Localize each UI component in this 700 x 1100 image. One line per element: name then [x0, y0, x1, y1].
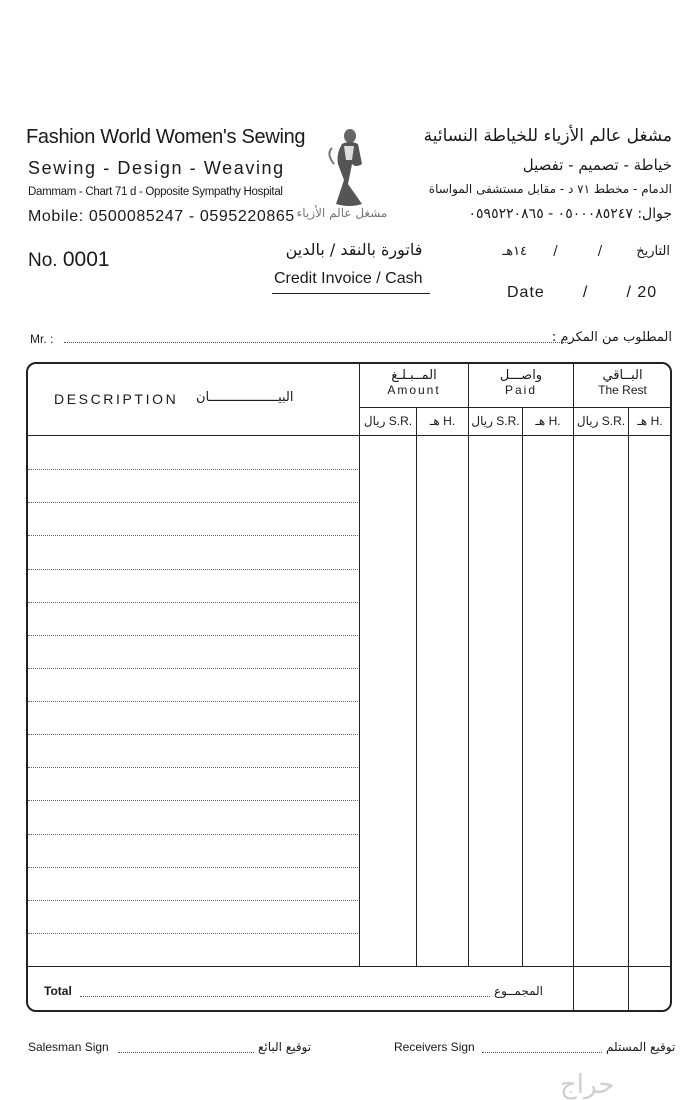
- table-row[interactable]: [28, 602, 358, 603]
- total-label-en: Total: [44, 984, 72, 998]
- receiver-sign-label-en: Receivers Sign: [394, 1040, 475, 1054]
- date-ar-year: ١٤هـ: [502, 244, 528, 259]
- date-ar-sep-2: /: [553, 244, 558, 259]
- total-label-ar: المجمــوع: [494, 984, 544, 998]
- col-divider-amount: [416, 407, 417, 967]
- col-divider-amount-paid: [468, 363, 469, 967]
- items-table: [26, 362, 672, 1012]
- paid-h-header: هـ H.: [535, 414, 561, 428]
- total-field[interactable]: [80, 996, 490, 997]
- table-row[interactable]: [28, 535, 358, 536]
- amount-sr-header: ريال S.R.: [363, 414, 413, 428]
- paid-header-ar: واصـــل: [499, 368, 543, 383]
- table-group-divider: [359, 407, 671, 408]
- amount-header: [360, 368, 468, 397]
- table-row[interactable]: [28, 701, 358, 702]
- date-ar-sep-1: /: [597, 244, 603, 259]
- table-row[interactable]: [28, 469, 358, 470]
- col-divider-paid-rest: [573, 363, 574, 1011]
- rest-header: [574, 368, 671, 397]
- customer-label-ar: المطلوب من المكرم :: [551, 330, 672, 345]
- col-divider-desc: [359, 363, 360, 967]
- watermark: حراج: [560, 1070, 615, 1100]
- table-row[interactable]: [28, 767, 358, 768]
- description-header-en: DESCRIPTION: [54, 391, 179, 407]
- paid-header-en: Paid: [504, 383, 538, 397]
- paid-sr-header: ريال S.R.: [471, 414, 520, 428]
- paid-header: [469, 368, 573, 397]
- company-name-ar: مشغل عالم الأزياء للخياطة النسائية: [423, 126, 672, 146]
- date-ar: [502, 244, 670, 259]
- rest-sr-header: ريال S.R.: [576, 414, 626, 428]
- table-row[interactable]: [28, 933, 358, 934]
- date-en: Date / / 20: [507, 284, 658, 301]
- company-mobile-en: Mobile: 0500085247 - 0595220865: [28, 208, 295, 225]
- company-services-ar: خياطة - تصميم - تفصيل: [522, 156, 672, 174]
- company-mobile-ar: جوال: ٠٥٠٠٠٨٥٢٤٧ - ٠٥٩٥٢٢٠٨٦٥: [468, 206, 672, 222]
- invoice-type-ar: فاتورة بالنقد / بالدين: [285, 240, 423, 259]
- invoice-type-en: Credit Invoice / Cash: [274, 270, 423, 287]
- company-name-en: Fashion World Women's Sewing: [26, 126, 306, 148]
- customer-label-en: Mr. :: [30, 332, 54, 346]
- salesman-sign-field[interactable]: [118, 1052, 254, 1053]
- amount-header-ar: المــبـلـغ: [391, 368, 437, 383]
- table-row[interactable]: [28, 668, 358, 669]
- col-divider-rest: [628, 407, 629, 1011]
- table-row[interactable]: [28, 867, 358, 868]
- company-address-en: Dammam - Chart 71 d - Opposite Sympathy Hospital: [28, 186, 283, 198]
- description-header-ar: البيــــــــــــــــــان: [196, 390, 294, 405]
- company-address-ar: الدمام - مخطط ٧١ د - مقابل مستشفى المواساة: [428, 182, 672, 196]
- invoice-number-label: No.: [28, 250, 58, 271]
- table-row[interactable]: [28, 734, 358, 735]
- rest-header-en: The Rest: [598, 383, 647, 397]
- salesman-sign-label-en: Salesman Sign: [28, 1040, 109, 1054]
- table-row[interactable]: [28, 569, 358, 570]
- amount-header-en: Amount: [387, 383, 441, 397]
- receiver-sign-label-ar: توقيع المستلم: [606, 1040, 676, 1054]
- invoice-number: [28, 248, 110, 272]
- company-logo: [286, 124, 398, 228]
- table-row[interactable]: [28, 800, 358, 801]
- table-row[interactable]: [28, 900, 358, 901]
- receiver-sign-field[interactable]: [482, 1052, 602, 1053]
- company-services-en: Sewing - Design - Weaving: [28, 158, 285, 178]
- table-header-divider: [27, 435, 671, 436]
- table-row[interactable]: [28, 502, 358, 503]
- date-ar-label: التاريخ: [636, 244, 670, 259]
- invoice-number-value: 0001: [62, 248, 110, 271]
- rest-header-ar: البــاقي: [602, 368, 643, 383]
- salesman-sign-label-ar: توقيع البائع: [258, 1040, 312, 1054]
- logo-text: مشغل عالم الأزياء: [296, 206, 388, 220]
- rest-h-header: هـ H.: [637, 414, 663, 428]
- customer-field[interactable]: [64, 342, 570, 343]
- amount-h-header: هـ H.: [429, 414, 456, 428]
- invoice-type-underline: [272, 293, 430, 294]
- table-row[interactable]: [28, 834, 358, 835]
- table-total-divider: [27, 966, 671, 967]
- col-divider-paid: [522, 407, 523, 967]
- table-row[interactable]: [28, 635, 358, 636]
